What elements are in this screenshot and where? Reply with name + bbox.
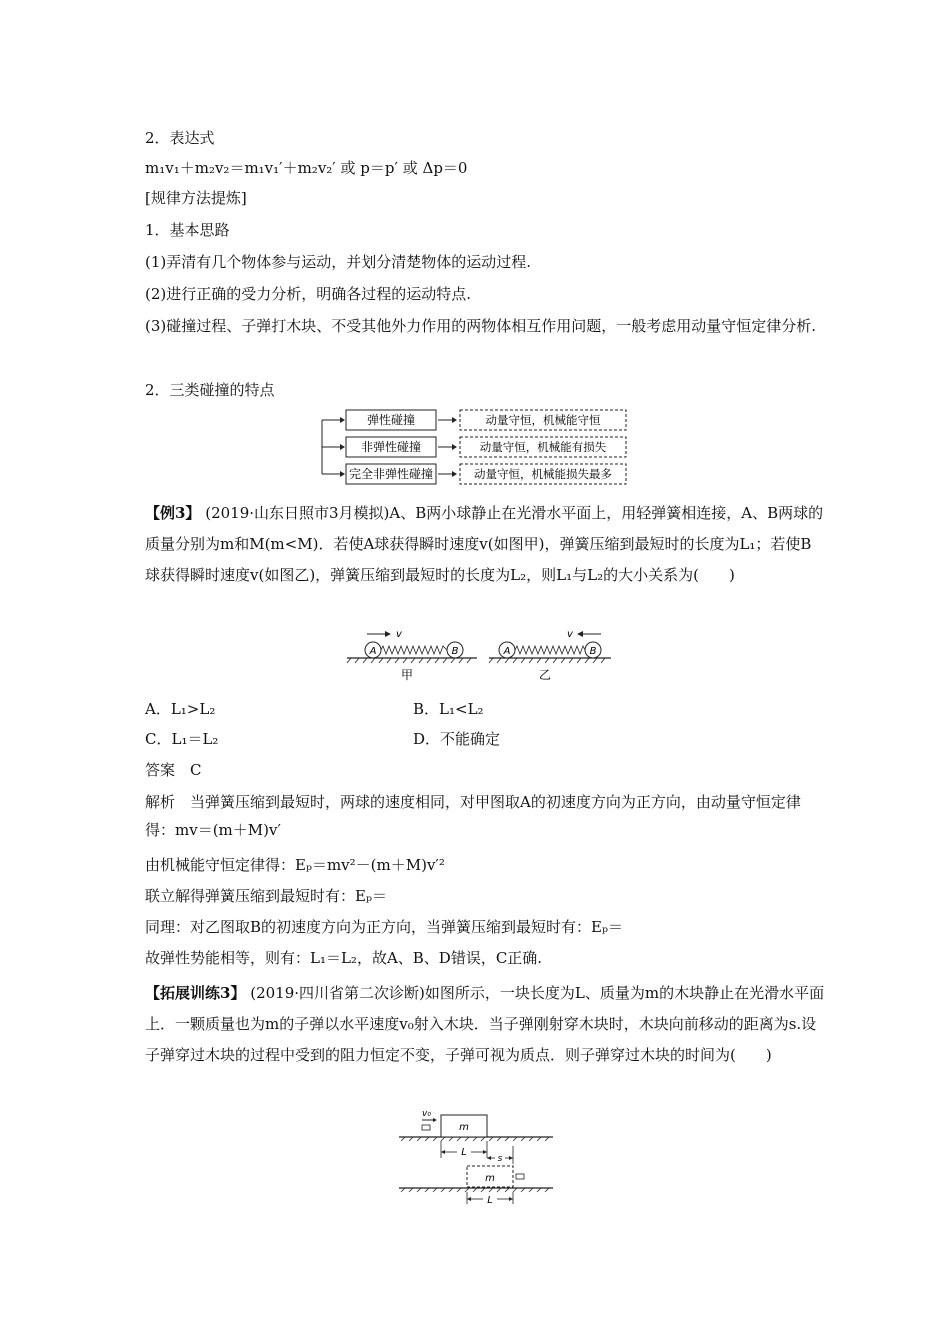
basic-step-1: (1)弄清有几个物体参与运动，并划分清楚物体的运动过程. (145, 253, 532, 271)
velocity-label-right: v (567, 629, 573, 640)
collision-feature-0: 动量守恒，机械能守恒 (485, 413, 601, 427)
collision-feature-1: 动量守恒，机械能有损失 (479, 440, 607, 454)
ball-a-right: A (503, 646, 511, 657)
extension-3-source: (2019·四川省第二次诊断) (250, 984, 425, 1002)
shift-label: s (497, 1154, 503, 1164)
express-heading: 2．表达式 (145, 129, 215, 147)
collision-type-0: 弹性碰撞 (366, 413, 416, 427)
collision-heading: 2．三类碰撞的特点 (145, 381, 275, 399)
extension-3-tag: 【拓展训练3】 (145, 984, 246, 1002)
collision-type-1: 非弹性碰撞 (360, 440, 422, 454)
analysis-line-2: 由机械能守恒定律得：Eₚ＝mv²－(m＋M)v′² (145, 856, 445, 874)
analysis-line-3: 联立解得弹簧压缩到最短时有：Eₚ＝ (145, 887, 387, 905)
ball-a-left: A (369, 646, 377, 657)
example-3-text: A、B两小球静止在光滑水平面上，用轻弹簧相连接，A、B两球的质量分别为m和M(m<M)．若使A球获得瞬时速度v(如图甲)，弹簧压缩到最短时的长度为L₁；若使B球获得瞬时速度v(如图乙)，弹簧压缩到最短时的长度为L₂，则L₁与L₂的大小关系为( ) (145, 504, 824, 584)
example-3 (145, 498, 825, 591)
example-3-tag: 【例3】 (145, 504, 201, 522)
option-b: B．L₁<L₂ (413, 700, 484, 718)
bullet-block-figure (395, 1104, 560, 1204)
option-c: C．L₁＝L₂ (145, 730, 219, 748)
basic-step-2: (2)进行正确的受力分析，明确各过程的运动特点. (145, 285, 472, 303)
collision-type-2: 完全非弹性碰撞 (348, 467, 434, 481)
option-a: A．L₁>L₂ (145, 700, 216, 718)
formula-or-1: 或 (340, 159, 356, 177)
extension-3-text: 如图所示，一块长度为L、质量为m的木块静止在光滑水平面上．一颗质量也为m的子弹以水平速度v₀射入木块．当子弹刚射穿木块时，木块向前移动的距离为s.设子弹穿过木块的过程中受到的阻力恒定不变，子弹可视为质点．则子弹穿过木块的时间为( ) (145, 984, 825, 1064)
example-3-source: (2019·山东日照市3月模拟) (205, 504, 390, 522)
formula-left: m₁v₁＋m₂v₂＝m₁v₁′＋m₂v₂′ (145, 159, 336, 177)
caption-right: 乙 (538, 668, 552, 682)
answer: 答案 C (145, 761, 202, 779)
momentum-formula (145, 158, 467, 178)
formula-right: Δp＝0 (422, 159, 468, 177)
formula-mid: p＝p′ (360, 159, 398, 177)
extension-3 (145, 978, 825, 1071)
ball-b-left: B (451, 646, 459, 657)
analysis-line-5: 故弹性势能相等，则有：L₁＝L₂，故A、B、D错误，C正确. (145, 949, 543, 967)
analysis-line-4: 同理：对乙图取B的初速度方向为正方向，当弹簧压缩到最短时有：Eₚ＝ (145, 918, 623, 936)
basic-heading: 1．基本思路 (145, 221, 230, 239)
spring-figure (345, 626, 615, 686)
caption-left: 甲 (400, 668, 414, 682)
velocity-label-left: v (396, 629, 402, 640)
method-title: [规律方法提炼] (145, 189, 247, 207)
formula-or-2: 或 (402, 159, 418, 177)
basic-step-3: (3)碰撞过程、子弹打木块、不受其他外力作用的两物体相互作用问题，一般考虑用动量守恒定律分析. (145, 317, 817, 335)
collision-feature-2: 动量守恒，机械能损失最多 (474, 467, 612, 481)
length-label-bottom: L (487, 1195, 493, 1206)
bullet-velocity-label: v₀ (422, 1109, 431, 1119)
length-label-top: L (461, 1147, 467, 1158)
analysis-line-1: 解析 当弹簧压缩到最短时，两球的速度相同，对甲图取A的初速度方向为正方向，由动量守恒定律得：mv＝(m＋M)v′ (145, 793, 801, 839)
option-d: D．不能确定 (413, 730, 501, 748)
block-label-top: m (459, 1122, 469, 1133)
ball-b-right: B (589, 646, 597, 657)
collision-types-diagram (318, 406, 638, 488)
block-label-bottom: m (485, 1173, 495, 1184)
